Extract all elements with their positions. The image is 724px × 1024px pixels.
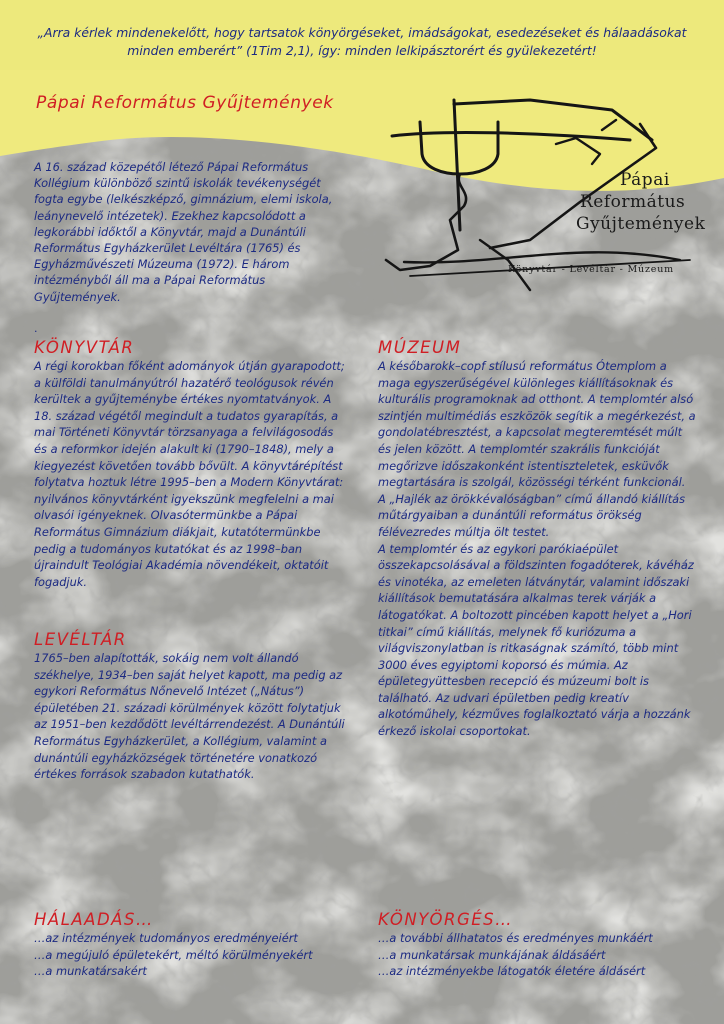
section-halaadas bbox=[34, 910, 346, 980]
section-title-leveltar: LEVÉLTÁR bbox=[34, 630, 127, 649]
institution-logo bbox=[380, 90, 706, 300]
bible-quote bbox=[30, 24, 694, 60]
section-title-halaadas: HÁLAADÁS… bbox=[34, 910, 154, 929]
list-item: …a további állhatatos és eredményes munkáért bbox=[378, 931, 653, 945]
section-konyvtar bbox=[34, 338, 346, 590]
logo-line-1: Pápai bbox=[620, 170, 670, 190]
section-text-muzeum-1: A későbarokk–copf stílusú református Ótemplom a maga egyszerűségével különleges kiállításoknak és kulturális programoknak ad otthont. A templomtér alsó szintjén multimédiás eszközök segítik a megérkezést, a gondolatébresztést, a kapcsolat megteremtését múlt és jelen között. A templomtér szakrális funkcióját megőrizve időszakonként istentiszteletek, esküvők megtartására is szolgál, közösségi térként funkcionál. bbox=[378, 359, 696, 490]
logo-subtitle: Könyvtár - Levéltár - Múzeum bbox=[508, 264, 674, 275]
section-title-muzeum: MÚZEUM bbox=[378, 338, 462, 357]
list-item: …a megújuló épületekért, méltó körülményekért bbox=[34, 947, 313, 962]
section-konyorges bbox=[378, 910, 698, 980]
section-muzeum bbox=[378, 338, 698, 740]
list-item: …a munkatársak munkájának áldásáért bbox=[378, 947, 606, 962]
list-item: …a munkatársakért bbox=[34, 964, 147, 979]
section-text-leveltar: 1765–ben alapították, sokáig nem volt állandó székhelye, 1934–ben saját helyet kapott, ma pedig az egykori Református Nőnevelő Intézet („Nátus”) épületében 21. századi körülmények között folytatjuk az 1951–ben kezdődött levéltárrendezést. A Dunántúli Református Egyházkerület, a Kollégium, valamint a dunántúli egyházközségek történetére vonatkozó értékes források szabadon kutathatók. bbox=[34, 651, 345, 782]
section-text-konyvtar: A régi korokban főként adományok útján gyarapodott; a külföldi tanulmányútról hazatérő teológusok révén kerültek a gyűjteménybe értékes nyomtatványok. A 18. század végétől megindult a tudatos gyarapítás, a mai Történeti Könyvtár törzsanyaga a felvilágosodás és a reformkor idején alakult ki (1790–1848), mely a kiegyezést követően tovább bővült. A könyvtárépítést folytatva hoztuk létre 1995–ben a Modern Könyvtárat: nyilvános könyvtárként igyekszünk megfelelni a mai olvasói igényeknek. Olvasótermünkbe a Pápai Református Gimnázium diákjait, kutatótermünkbe pedig a tudományos kutatókat és az 1998–ban újraindult Teológiai Akadémia növendékeit, oktatóit fogadjuk. bbox=[34, 359, 345, 589]
section-leveltar bbox=[34, 630, 346, 783]
section-text-muzeum-2: A „Hajlék az örökkévalóságban” című állandó kiállítás műtárgyaiban a dunántúli református örökség félévezredes múltja ölt testet. bbox=[378, 491, 686, 539]
collection-title: Pápai Református Gyűjtemények bbox=[36, 93, 334, 113]
section-text-muzeum-3: A templomtér és az egykori parókiaépület összekapcsolásával a földszinten fogadóterek, kávéház és vinotéka, az emeleten látványtár, valamint időszaki kiállítások bemutatására alkalmas terek várják a látogatókat. A boltozott pincében kapott helyet a „Hori titkai” című kiállítás, melynek fő kuriózuma a világviszonylatban is ritkaságnak számító, több mint 3000 éves egyiptomi koporsó és múmia. Az épületegyüttesben recepció és múzeumi bolt is található. Az udvari épületben pedig kreatív alkotóműhely, kézműves foglalkoztató várja a hozzánk érkező iskolai csoportokat. bbox=[378, 541, 694, 739]
quote-line-1: „Arra kérlek mindenekelőtt, hogy tartsatok könyörgéseket, imádságokat, esedezéseket és hálaadásokat bbox=[37, 25, 687, 40]
list-item: …az intézményekbe látogatók életére áldásért bbox=[378, 964, 646, 979]
logo-line-3: Gyűjtemények bbox=[576, 214, 706, 234]
section-title-konyorges: KÖNYÖRGÉS… bbox=[378, 910, 514, 929]
intro-dot: . bbox=[34, 322, 38, 335]
list-item: …az intézmények tudományos eredményeiért bbox=[34, 931, 298, 945]
quote-line-2: minden emberért” (1Tim 2,1), így: minden lelkipásztorért és gyülekezetért! bbox=[127, 43, 597, 58]
intro-paragraph: A 16. század közepétől létező Pápai Református Kollégium különböző szintű iskolák tevékenységét fogta egybe (lelkészképző, gimnázium, elemi iskola, leánynevelő intézetek). Ezekhez kapcsolódott a legkorábbi időktől a Könyvtár, majd a Dunántúli Református Egyházkerület Levéltára (1765) és Egyházművészeti Múzeuma (1972). E három intézményből áll ma a Pápai Református Gyűjtemények. bbox=[34, 160, 333, 304]
logo-line-2: Református bbox=[580, 192, 686, 212]
section-title-konyvtar: KÖNYVTÁR bbox=[34, 338, 135, 357]
